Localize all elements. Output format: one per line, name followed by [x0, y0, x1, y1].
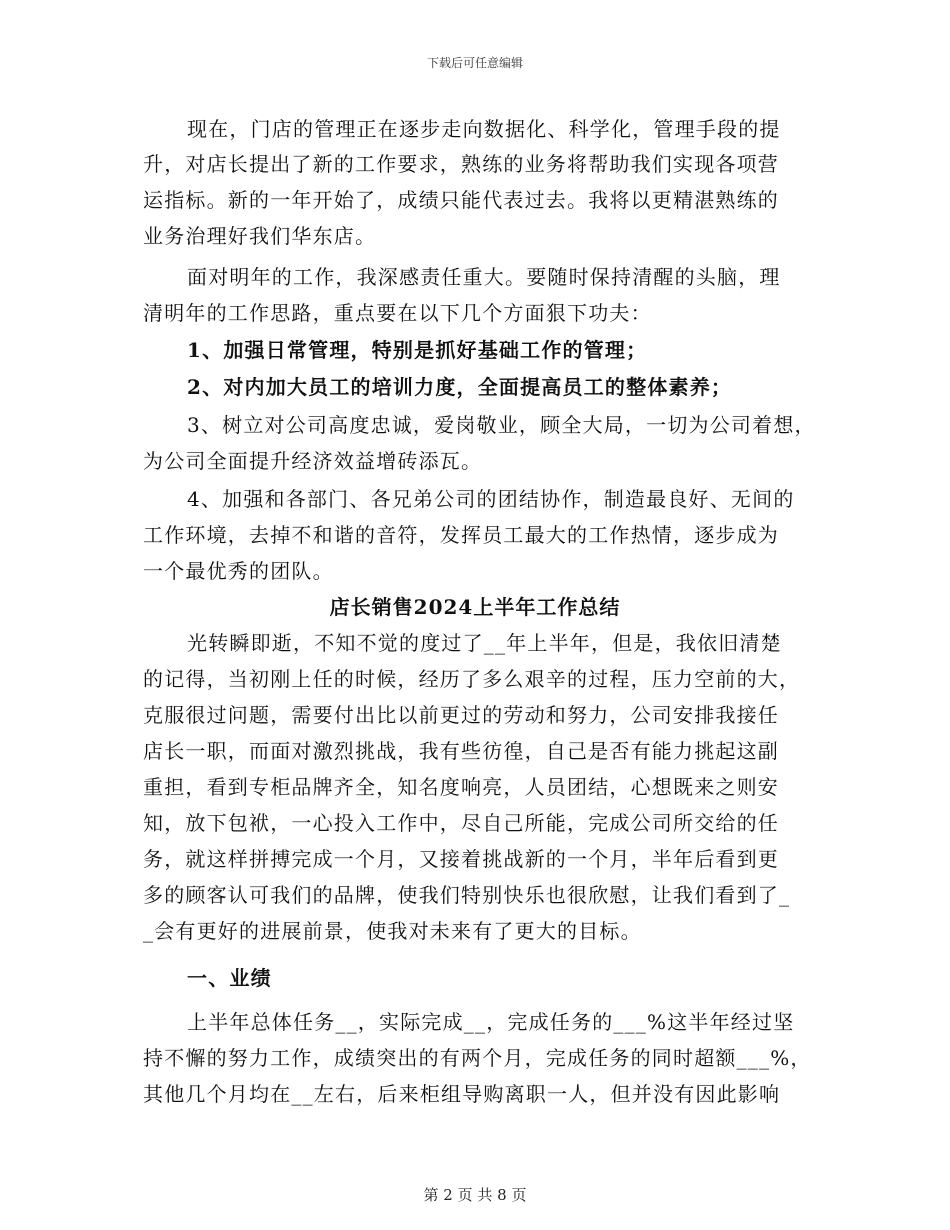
paragraph-line: 一个最优秀的团队。: [143, 559, 334, 583]
list-item: 3、树立对公司高度忠诚，爱岗敬业，顾全大局，一切为公司着想，: [187, 413, 816, 437]
paragraph-line: 升，对店长提出了新的工作要求，熟练的业务将帮助我们实现各项营: [143, 152, 779, 176]
paragraph-line: 面对明年的工作，我深感责任重大。要随时保持清醒的头脑，理: [187, 265, 781, 289]
paragraph-line: 克服很过问题，需要付出比以前更过的劳动和努力，公司安排我接任: [143, 703, 779, 727]
subsection-heading: 一、业绩: [187, 966, 272, 990]
header-note: 下载后可任意编辑: [426, 56, 523, 70]
paragraph-line: 店长一职，而面对激烈挑战，我有些彷徨，自己是否有能力挑起这副: [143, 739, 779, 763]
paragraph-line: _会有更好的进展前景，使我对未来有了更大的目标。: [143, 919, 642, 943]
paragraph-line: 务，就这样拼搏完成一个月，又接着挑战新的一个月，半年后看到更: [143, 847, 779, 871]
section-title: 店长销售2024上半年工作总结: [329, 595, 621, 619]
paragraph-line: 其他几个月均在__左右，后来柜组导购离职一人，但并没有因此影响: [143, 1082, 781, 1106]
page-number: 第 2 页 共 8 页: [423, 1186, 527, 1204]
paragraph-line: 上半年总体任务__，实际完成__，完成任务的___%这半年经过坚: [187, 1010, 795, 1034]
list-item-bold: 2、对内加大员工的培训力度，全面提高员工的整体素养；: [187, 375, 733, 399]
paragraph-line: 多的顾客认可我们的品牌，使我们特别快乐也很欣慰，让我们看到了_: [143, 883, 791, 907]
paragraph-line: 为公司全面提升经济效益增砖添瓦。: [143, 449, 483, 473]
paragraph-line: 的记得，当初刚上任的时候，经历了多么艰辛的过程，压力空前的大，: [143, 667, 801, 691]
paragraph-line: 运指标。新的一年开始了，成绩只能代表过去。我将以更精湛熟练的: [143, 188, 779, 212]
list-item-bold: 1、加强日常管理，特别是抓好基础工作的管理；: [187, 338, 648, 362]
paragraph-line: 清明年的工作思路，重点要在以下几个方面狠下功夫：: [143, 301, 652, 325]
paragraph-line: 光转瞬即逝，不知不觉的度过了__年上半年，但是，我依旧清楚: [187, 631, 782, 655]
paragraph-line: 业务治理好我们华东店。: [143, 224, 377, 248]
paragraph-line: 持不懈的努力工作，成绩突出的有两个月，完成任务的同时超额___%，: [143, 1046, 812, 1070]
paragraph-line: 工作环境，去掉不和谐的音符，发挥员工最大的工作热情，逐步成为: [143, 523, 779, 547]
paragraph-line: 重担，看到专柜品牌齐全，知名度响亮，人员团结，心想既来之则安: [143, 775, 779, 799]
paragraph-line: 现在，门店的管理正在逐步走向数据化、科学化，管理手段的提: [187, 117, 781, 141]
paragraph-line: 知，放下包袱，一心投入工作中，尽自己所能，完成公司所交给的任: [143, 811, 779, 835]
list-item: 4、加强和各部门、各兄弟公司的团结协作，制造最良好、无间的: [187, 487, 795, 511]
